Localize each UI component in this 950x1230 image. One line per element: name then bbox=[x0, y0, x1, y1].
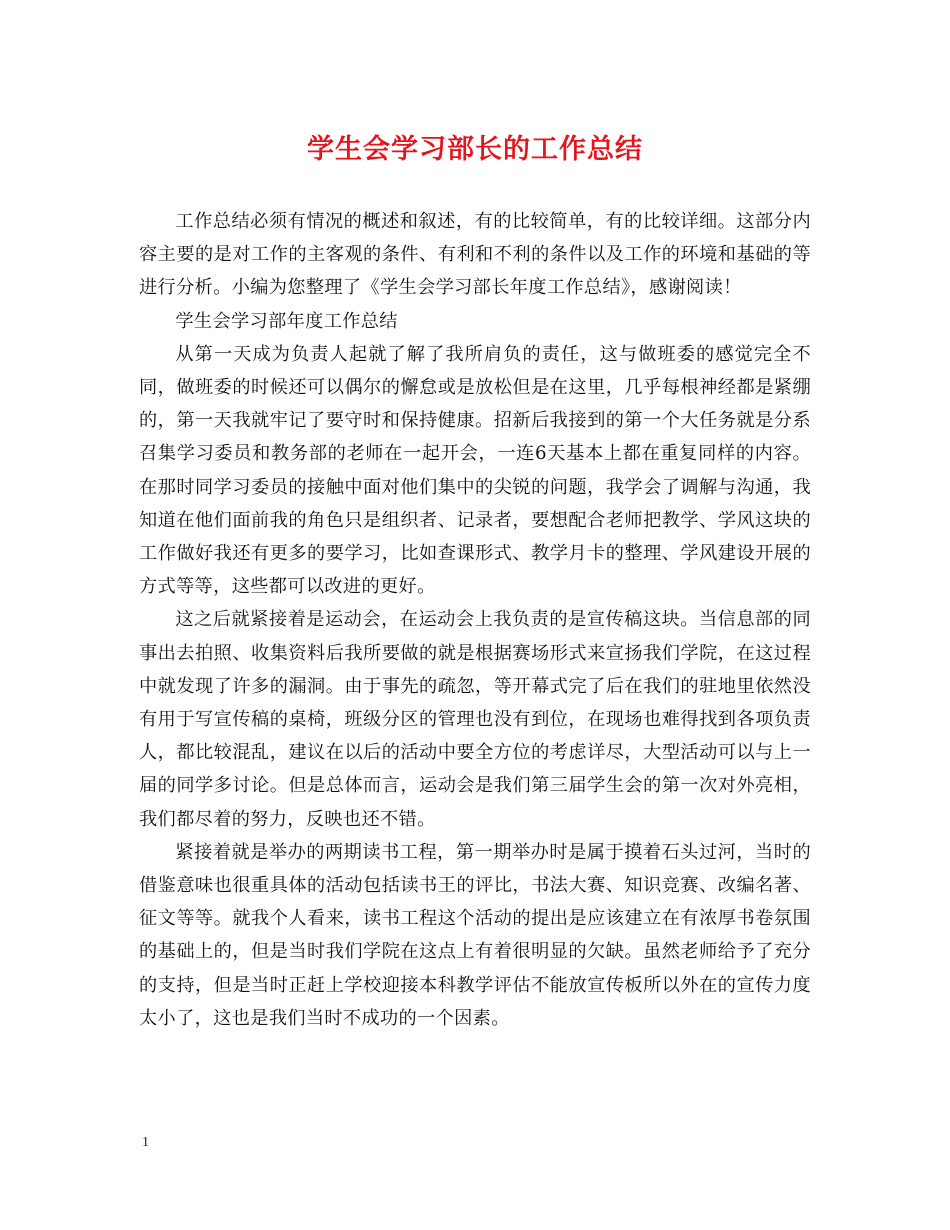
page-title: 学生会学习部长的工作总结 bbox=[307, 134, 643, 165]
body-paragraph-reading-project: 紧接着就是举办的两期读书工程，第一期举办时是属于摸着石头过河，当时的借鉴意味也很重具体的活动包括读书王的评比，书法大赛、知识竞赛、改编名著、征文等等。就我个人看来，读书工程这个活动的提出是应该建立在有浓厚书卷氛围的基础上的，但是当时我们学院在这点上有着很明显的欠缺。虽然老师给予了充分的支持，但是当时正赶上学校迎接本科教学评估不能放宣传板所以外在的宣传力度太小了，这也是我们当时不成功的一个因素。 bbox=[139, 841, 811, 1029]
document-body bbox=[139, 205, 811, 1035]
intro-paragraph: 工作总结必须有情况的概述和叙述，有的比较简单，有的比较详细。这部分内容主要的是对工作的主客观的条件、有利和不利的条件以及工作的环境和基础的等进行分析。小编为您整理了《学生会学习部长年度工作总结》，感谢阅读！ bbox=[139, 211, 811, 299]
body-paragraph-responsibility: 从第一天成为负责人起就了解了我所肩负的责任，这与做班委的感觉完全不同，做班委的时候还可以偶尔的懈怠或是放松但是在这里，几乎每根神经都是紧绷的，第一天我就牢记了要守时和保持健康。招新后我接到的第一个大任务就是分系召集学习委员和教务部的老师在一起开会，一连6天基本上都在重复同样的内容。在那时同学习委员的接触中面对他们集中的尖锐的问题，我学会了调解与沟通，我知道在他们面前我的角色只是组织者、记录者，要想配合老师把教学、学风这块的工作做好我还有更多的要学习，比如查课形式、教学月卡的整理、学风建设开展的方式等等，这些都可以改进的更好。 bbox=[139, 343, 811, 598]
body-paragraph-sports-meet: 这之后就紧接着是运动会，在运动会上我负责的是宣传稿这块。当信息部的同事出去拍照、收集资料后我所要做的就是根据赛场形式来宣扬我们学院，在这过程中就发现了许多的漏洞。由于事先的疏忽，等开幕式完了后在我们的驻地里依然没有用于写宣传稿的桌椅，班级分区的管理也没有到位，在现场也难得找到各项负责人，都比较混乱，建议在以后的活动中要全方位的考虑详尽，大型活动可以与上一届的同学多讨论。但是总体而言，运动会是我们第三届学生会的第一次对外亮相，我们都尽着的努力，反映也还不错。 bbox=[139, 609, 811, 830]
page-number: 1 bbox=[142, 1135, 149, 1150]
section-heading: 学生会学习部年度工作总结 bbox=[175, 310, 398, 332]
